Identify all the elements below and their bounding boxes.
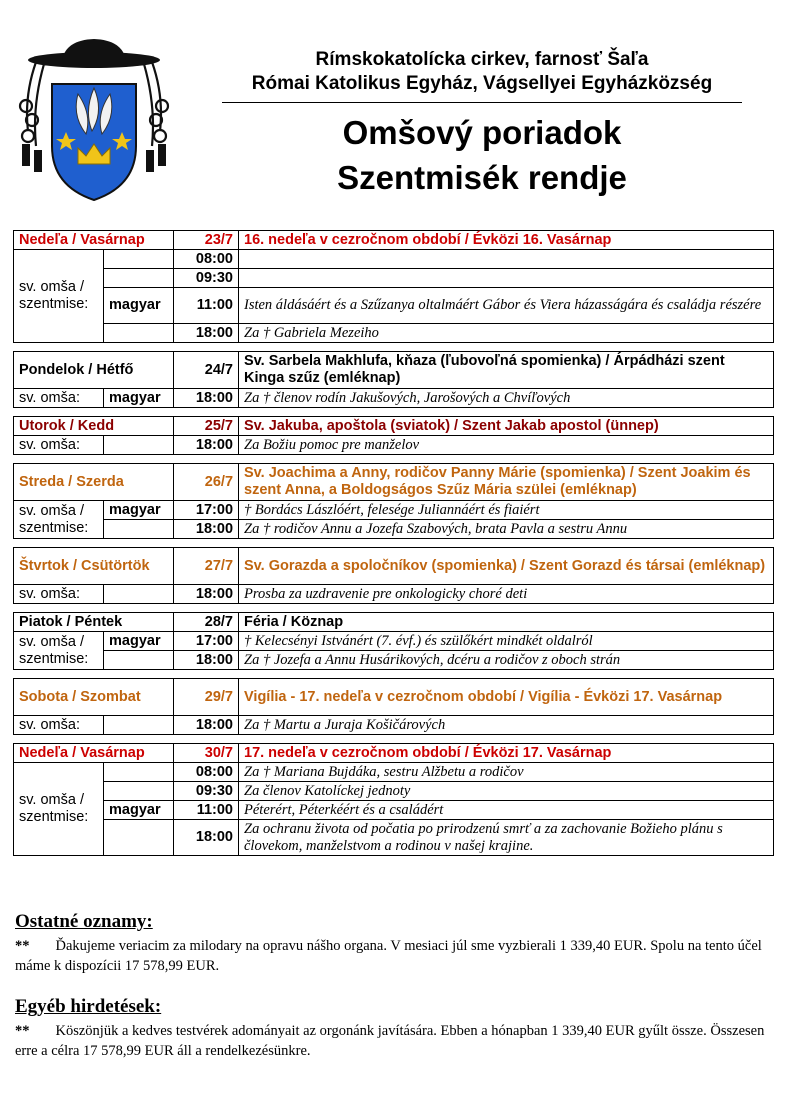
mass-time: 18:00 xyxy=(174,436,239,455)
mass-row xyxy=(14,651,774,670)
mass-row xyxy=(14,389,774,408)
mass-label: sv. omša / szentmise: xyxy=(14,250,104,343)
mass-time: 17:00 xyxy=(174,501,239,520)
day-date: 25/7 xyxy=(174,417,239,436)
announcements-sk-heading: Ostatné oznamy: xyxy=(15,911,153,932)
day-feast: Sv. Gorazda a spoločníkov (spomienka) / Szent Gorazd és társai (emléknap) xyxy=(239,548,774,585)
day-name: Utorok / Kedd xyxy=(14,417,174,436)
day-feast: Sv. Jakuba, apoštola (sviatok) / Szent Jakab apostol (ünnep) xyxy=(239,417,774,436)
mass-language: magyar xyxy=(104,801,174,820)
mass-language xyxy=(104,585,174,604)
mass-row xyxy=(14,801,774,820)
mass-language xyxy=(104,324,174,343)
mass-time: 17:00 xyxy=(174,632,239,651)
mass-label: sv. omša / szentmise: xyxy=(14,501,104,539)
mass-row xyxy=(14,288,774,324)
mass-time: 09:30 xyxy=(174,782,239,801)
day-name: Sobota / Szombat xyxy=(14,679,174,716)
mass-label: sv. omša: xyxy=(14,389,104,408)
mass-time: 11:00 xyxy=(174,288,239,324)
mass-intention: Prosba za uzdravenie pre onkologicky choré deti xyxy=(239,585,774,604)
mass-intention xyxy=(239,250,774,269)
mass-language xyxy=(104,436,174,455)
day-date: 28/7 xyxy=(174,613,239,632)
mass-language xyxy=(104,716,174,735)
mass-intention: Za † Jozefa a Annu Husárikových, dcéru a rodičov z oboch strán xyxy=(239,651,774,670)
mass-language: magyar xyxy=(104,632,174,651)
mass-row xyxy=(14,632,774,651)
mass-row xyxy=(14,763,774,782)
mass-intention: Za † rodičov Annu a Jozefa Szabových, brata Pavla a sestru Annu xyxy=(239,520,774,539)
mass-language xyxy=(104,520,174,539)
coat-of-arms-icon xyxy=(14,36,174,206)
mass-intention: Péterért, Péterkéért és a családért xyxy=(239,801,774,820)
day-block xyxy=(13,351,774,408)
mass-intention: † Kelecsényi Istvánért (7. évf.) és szülőkért mindkét oldalról xyxy=(239,632,774,651)
mass-language xyxy=(104,250,174,269)
mass-intention: Za † Mariana Bujdáka, sestru Alžbetu a rodičov xyxy=(239,763,774,782)
day-name: Pondelok / Hétfő xyxy=(14,352,174,389)
day-date: 23/7 xyxy=(174,231,239,250)
mass-row xyxy=(14,501,774,520)
mass-time: 18:00 xyxy=(174,389,239,408)
mass-row xyxy=(14,585,774,604)
day-date: 30/7 xyxy=(174,744,239,763)
announcements-hu xyxy=(15,995,775,1061)
mass-label: sv. omša: xyxy=(14,716,104,735)
mass-intention: Za Božiu pomoc pre manželov xyxy=(239,436,774,455)
mass-time: 18:00 xyxy=(174,716,239,735)
mass-intention: Za † členov rodín Jakušových, Jarošových a Chvíľových xyxy=(239,389,774,408)
mass-language xyxy=(104,269,174,288)
mass-intention: Za † Martu a Juraja Košičárových xyxy=(239,716,774,735)
mass-time: 18:00 xyxy=(174,324,239,343)
day-date: 27/7 xyxy=(174,548,239,585)
day-name: Nedeľa / Vasárnap xyxy=(14,744,174,763)
day-block xyxy=(13,416,774,455)
day-feast: 17. nedeľa v cezročnom období / Évközi 17. Vasárnap xyxy=(239,744,774,763)
mass-time: 11:00 xyxy=(174,801,239,820)
announcements-sk xyxy=(15,910,775,976)
day-name: Streda / Szerda xyxy=(14,464,174,501)
organization-name-hu: Római Katolikus Egyház, Vágsellyei Egyházközség xyxy=(251,73,713,94)
mass-intention: Isten áldásáért és a Szűzanya oltalmáért Gábor és Viera házasságára és családja részére xyxy=(239,288,774,324)
bullet-marker: ** xyxy=(15,938,30,954)
mass-label: sv. omša / szentmise: xyxy=(14,763,104,856)
header-divider xyxy=(222,102,742,103)
announcements-hu-heading: Egyéb hirdetések: xyxy=(15,996,162,1017)
page-title-hu: Szentmisék rendje xyxy=(337,159,627,196)
mass-row xyxy=(14,716,774,735)
day-block xyxy=(13,612,774,670)
page-title-sk: Omšový poriadok xyxy=(342,114,622,151)
day-block xyxy=(13,463,774,539)
mass-language: magyar xyxy=(104,288,174,324)
mass-language xyxy=(104,763,174,782)
mass-time: 08:00 xyxy=(174,763,239,782)
day-feast: Sv. Joachima a Anny, rodičov Panny Márie (spomienka) / Szent Joakim és szent Anna, a Boldogságos Szűz Mária szülei (emléknap) xyxy=(239,464,774,501)
day-date: 29/7 xyxy=(174,679,239,716)
organization-name-sk: Rímskokatolícka cirkev, farnosť Šaľa xyxy=(315,49,649,70)
mass-time: 09:30 xyxy=(174,269,239,288)
mass-intention: Za † Gabriela Mezeiho xyxy=(239,324,774,343)
mass-row xyxy=(14,269,774,288)
mass-row xyxy=(14,782,774,801)
mass-time: 18:00 xyxy=(174,651,239,670)
day-feast: Sv. Sarbela Makhlufa, kňaza (ľubovoľná spomienka) / Árpádházi szent Kinga szűz (emléknap) xyxy=(239,352,774,389)
day-block xyxy=(13,743,774,856)
mass-schedule xyxy=(13,230,773,864)
mass-intention: Za ochranu života od počatia po prirodzenú smrť a za zachovanie Božieho plánu s človekom, manželstvom a rodinou v našej krajine. xyxy=(239,820,774,856)
mass-row xyxy=(14,324,774,343)
day-block xyxy=(13,230,774,343)
day-date: 26/7 xyxy=(174,464,239,501)
day-name: Piatok / Péntek xyxy=(14,613,174,632)
mass-language xyxy=(104,820,174,856)
mass-language xyxy=(104,651,174,670)
mass-language: magyar xyxy=(104,501,174,520)
mass-time: 18:00 xyxy=(174,820,239,856)
announcements-hu-text: Köszönjük a kedves testvérek adományait az orgonánk javítására. Ebben a hónapban 1 339,40 EUR gyűlt össze. Összesen erre a célra 17 578,99 EUR áll a rendelkezésünkre. xyxy=(15,1023,765,1059)
mass-row xyxy=(14,250,774,269)
mass-language: magyar xyxy=(104,389,174,408)
mass-time: 08:00 xyxy=(174,250,239,269)
mass-label: sv. omša / szentmise: xyxy=(14,632,104,670)
day-date: 24/7 xyxy=(174,352,239,389)
mass-label: sv. omša: xyxy=(14,436,104,455)
day-feast: Féria / Köznap xyxy=(239,613,774,632)
day-block xyxy=(13,547,774,604)
mass-row xyxy=(14,520,774,539)
announcements-sk-text: Ďakujeme veriacim za milodary na opravu nášho organa. V mesiaci júl sme vyzbierali 1 339,40 EUR. Spolu na tento účel máme k dispozícii 17 578,99 EUR. xyxy=(15,938,762,974)
mass-intention: † Bordács Lászlóért, felesége Juliannáért és fiaiért xyxy=(239,501,774,520)
mass-language xyxy=(104,782,174,801)
mass-time: 18:00 xyxy=(174,585,239,604)
day-feast: Vigília - 17. nedeľa v cezročnom období / Vigília - Évközi 17. Vasárnap xyxy=(239,679,774,716)
mass-intention: Za členov Katolíckej jednoty xyxy=(239,782,774,801)
day-name: Nedeľa / Vasárnap xyxy=(14,231,174,250)
day-feast: 16. nedeľa v cezročnom období / Évközi 16. Vasárnap xyxy=(239,231,774,250)
day-name: Štvrtok / Csütörtök xyxy=(14,548,174,585)
bullet-marker: ** xyxy=(15,1023,30,1039)
mass-time: 18:00 xyxy=(174,520,239,539)
mass-intention xyxy=(239,269,774,288)
mass-row xyxy=(14,820,774,856)
mass-label: sv. omša: xyxy=(14,585,104,604)
day-block xyxy=(13,678,774,735)
mass-row xyxy=(14,436,774,455)
